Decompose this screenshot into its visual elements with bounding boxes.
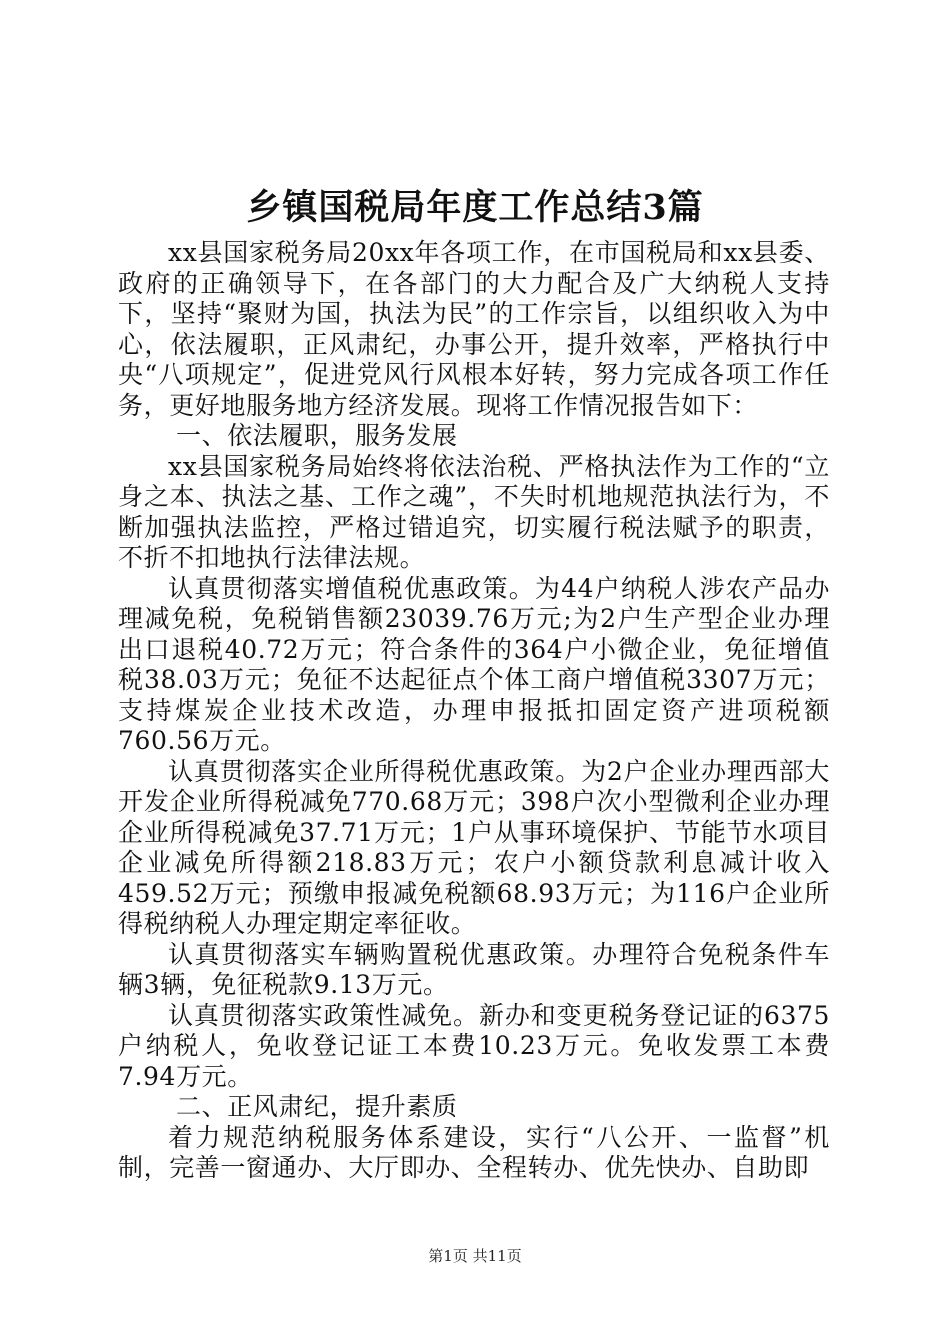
page-footer: 第1页 共11页 (428, 1247, 522, 1265)
document-title: 乡镇国税局年度工作总结3篇 (246, 187, 704, 228)
paragraph: 认真贯彻落实企业所得税优惠政策。为2户企业办理西部大开发企业所得税减免770.68万元；398户次小型微利企业办理企业所得税减免37.71万元；1户从事环境保护、节能节水项目企业减免所得额218.83万元；农户小额贷款利息减计收入459.52万元；预缴申报减免税额68.93万元；为116户企业所得税纳税人办理定期定率征收。 (118, 756, 830, 938)
paragraph: xx县国家税务局始终将依法治税、严格执法作为工作的“立身之本、执法之基、工作之魂”，不失时机地规范执法行为，不断加强执法监控，严格过错追究，切实履行税法赋予的职责，不折不扣地执行法律法规。 (118, 451, 830, 572)
paragraph: 认真贯彻落实政策性减免。新办和变更税务登记证的6375户纳税人，免收登记证工本费10.23万元。免收发票工本费7.94万元。 (118, 1000, 830, 1091)
paragraph: 认真贯彻落实增值税优惠政策。为44户纳税人涉农产品办理减免税，免税销售额23039.76万元;为2户生产型企业办理出口退税40.72万元；符合条件的364户小微企业，免征增值税38.03万元；免征不达起征点个体工商户增值税3307万元；支持煤炭企业技术改造，办理申报抵扣固定资产进项税额760.56万元。 (118, 573, 830, 755)
document-body (118, 238, 830, 1184)
paragraph-intro: xx县国家税务局20xx年各项工作，在市国税局和xx县委、政府的正确领导下，在各部门的大力配合及广大纳税人支持下，坚持“聚财为国，执法为民”的工作宗旨，以组织收入为中心，依法履职，正风肃纪，办事公开，提升效率，严格执行中央“八项规定”，促进党风行风根本好转，努力完成各项工作任务，更好地服务地方经济发展。现将工作情况报告如下： (118, 238, 830, 420)
section-heading-1: 一、依法履职，服务发展 (176, 421, 458, 450)
section-heading-2: 二、正风肃纪，提升素质 (176, 1092, 458, 1121)
paragraph: 认真贯彻落实车辆购置税优惠政策。办理符合免税条件车辆3辆，免征税款9.13万元。 (118, 939, 830, 999)
paragraph: 着力规范纳税服务体系建设，实行“八公开、一监督”机制，完善一窗通办、大厅即办、全程转办、优先快办、自助即 (118, 1122, 830, 1182)
